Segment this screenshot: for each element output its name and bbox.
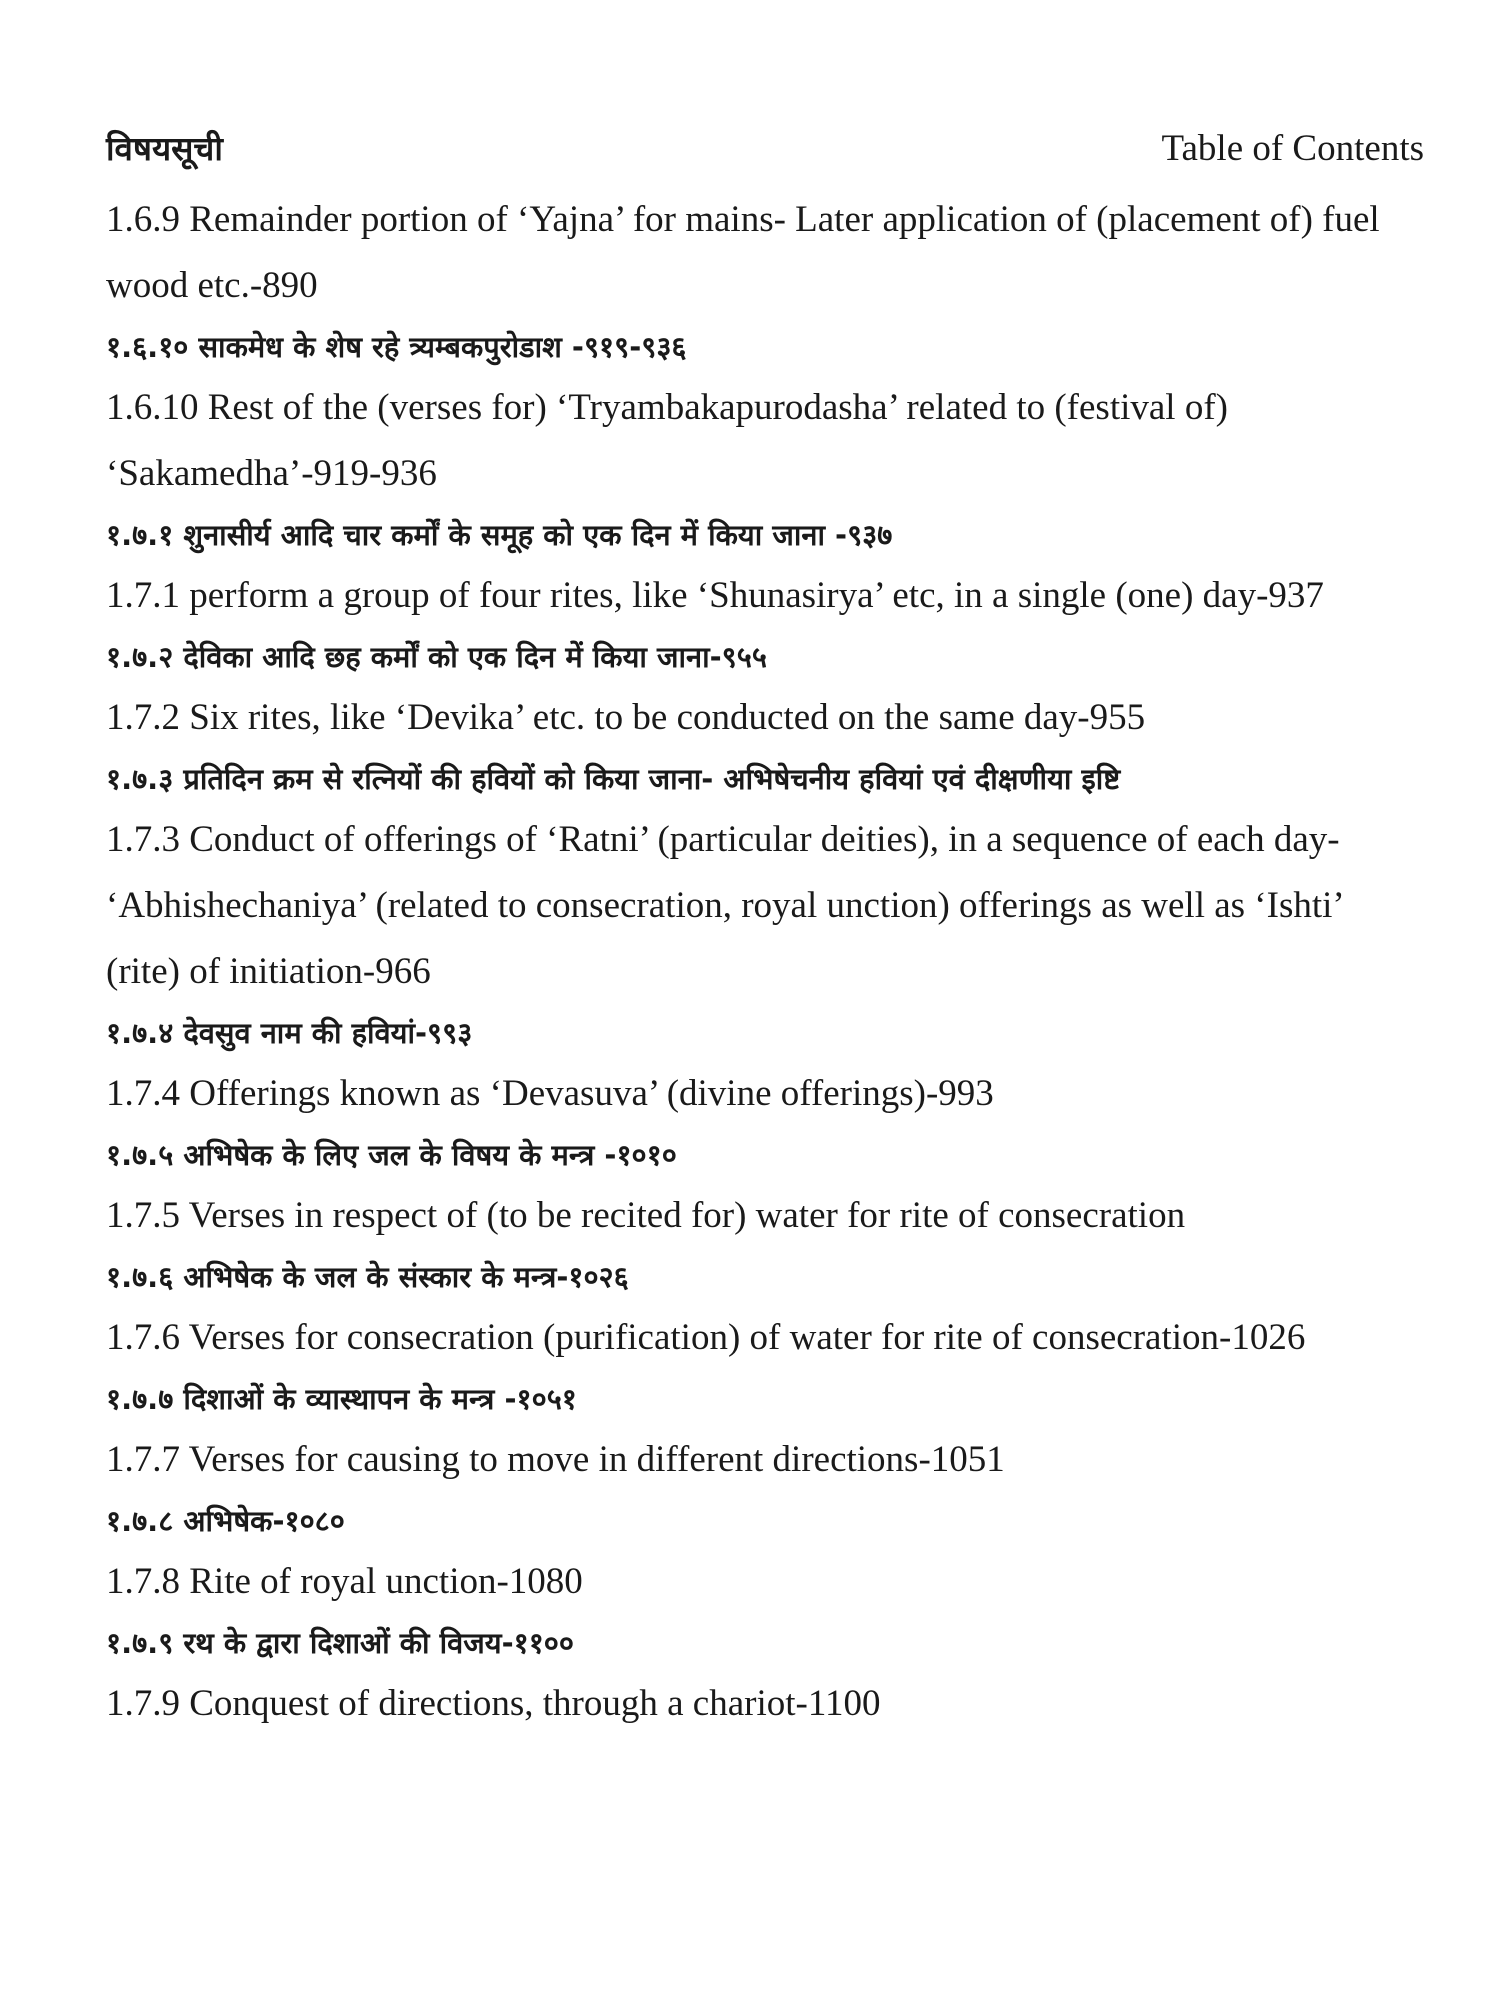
toc-entry-english: 1.7.9 Conquest of directions, through a chariot-1100 <box>106 1683 881 1724</box>
toc-page <box>106 125 1424 1737</box>
toc-entry-hindi: १.७.५ अभिषेक के लिए जल के विषय के मन्त्र -१०१० <box>106 1138 677 1172</box>
toc-entry-english: 1.7.5 Verses in respect of (to be recited for) water for rite of consecration <box>106 1195 1186 1236</box>
toc-entry-hindi: १.७.४ देवसुव नाम की हवियां-९९३ <box>106 1016 473 1050</box>
toc-entry-hindi: १.७.१ शुनासीर्य आदि चार कर्मों के समूह को एक दिन में किया जाना -९३७ <box>106 518 893 552</box>
toc-entry-hindi: १.७.८ अभिषेक-१०८० <box>106 1504 345 1538</box>
toc-entries <box>106 187 1418 1737</box>
toc-entry-english: 1.7.8 Rite of royal unction-1080 <box>106 1561 583 1602</box>
toc-entry-english: 1.7.6 Verses for consecration (purification) of water for rite of consecration-1026 <box>106 1317 1306 1358</box>
toc-entry-english: 1.7.7 Verses for causing to move in different directions-1051 <box>106 1439 1005 1480</box>
toc-entry-english: 1.7.4 Offerings known as ‘Devasuva’ (divine offerings)-993 <box>106 1073 994 1114</box>
toc-entry-hindi: १.७.९ रथ के द्वारा दिशाओं की विजय-११०० <box>106 1626 574 1660</box>
toc-entry-english: 1.7.2 Six rites, like ‘Devika’ etc. to be conducted on the same day-955 <box>106 697 1146 738</box>
toc-header <box>106 125 1424 187</box>
toc-entry-hindi: १.७.३ प्रतिदिन क्रम से रत्नियों की हवियों को किया जाना- अभिषेचनीय हवियां एवं दीक्षणीया इष्टि <box>106 762 1121 796</box>
toc-entry-english: 1.6.9 Remainder portion of ‘Yajna’ for mains- Later application of (placement of) fuel wood etc.-890 <box>106 199 1380 306</box>
toc-entry-english: 1.6.10 Rest of the (verses for) ‘Tryambakapurodasha’ related to (festival of) ‘Sakamedha’-919-936 <box>106 387 1228 494</box>
title-english: Table of Contents <box>1161 128 1424 169</box>
toc-entry-hindi: १.७.७ दिशाओं के व्यास्थापन के मन्त्र -१०५१ <box>106 1382 577 1416</box>
title-hindi: विषयसूची <box>106 129 223 168</box>
toc-entry-hindi: १.७.६ अभिषेक के जल के संस्कार के मन्त्र-१०२६ <box>106 1260 629 1294</box>
toc-entry-english: 1.7.1 perform a group of four rites, like ‘Shunasirya’ etc, in a single (one) day-937 <box>106 575 1324 616</box>
toc-entry-english: 1.7.3 Conduct of offerings of ‘Ratni’ (particular deities), in a sequence of each day- ‘Abhishechaniya’ (related to consecration, royal unction) offerings as well as ‘Ishti’ (rite) of initiation-966 <box>106 819 1342 992</box>
toc-entry-hindi: १.६.१० साकमेध के शेष रहे त्र्यम्बकपुरोडाश -९१९-९३६ <box>106 330 687 364</box>
toc-entry-hindi: १.७.२ देविका आदि छह कर्मों को एक दिन में किया जाना-९५५ <box>106 640 767 674</box>
